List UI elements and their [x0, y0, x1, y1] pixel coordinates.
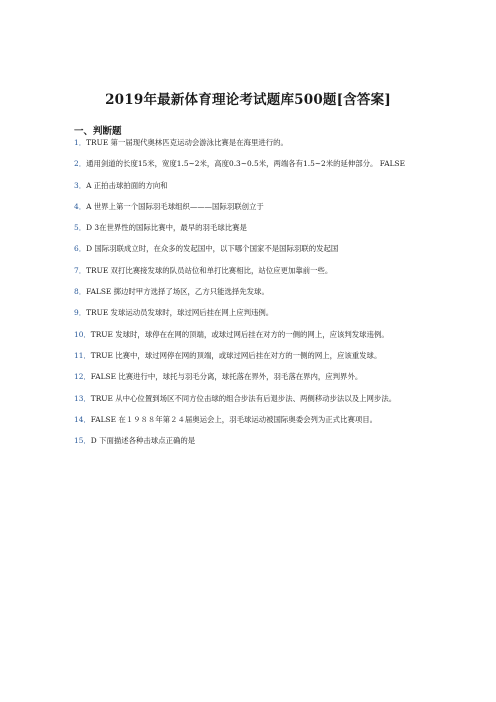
question-text: TRUE 从中心位置到场区不同方位击球的组合步法有后退步法、两侧移动步法以及上网步法。 [90, 393, 397, 403]
question-text: TRUE 双打比赛接发球的队员站位和单打比赛相比，站位应更加靠前一些。 [86, 265, 333, 275]
question-text: D 下面描述各种击球点正确的是 [90, 436, 196, 446]
question-item [74, 157, 424, 171]
question-item [74, 434, 424, 448]
question-number: 5． [74, 223, 87, 233]
question-text: TRUE 第一届现代奥林匹克运动会游泳比赛是在海里进行的。 [86, 138, 288, 147]
question-number: 9． [74, 308, 87, 318]
question-text: TRUE 比赛中，球过网停在网的顶端，或球过网后挂在对方的一侧的网上，应该重发球。 [90, 350, 382, 360]
section-heading: 一、判断题 [74, 126, 122, 137]
question-number: 1． [74, 138, 87, 147]
question-number: 6． [74, 244, 87, 254]
question-number: 2． [74, 159, 87, 169]
question-number: 15． [74, 436, 91, 446]
question-item [74, 413, 424, 427]
question-number: 10． [74, 329, 91, 339]
question-number: 7． [74, 265, 87, 275]
question-item [74, 392, 424, 406]
document-title: 2019年最新体育理论考试题库500题[含答案] [105, 92, 391, 108]
question-text: A 正拍击球拍面的方向和 [86, 180, 168, 190]
question-text: D 国际羽联成立时，在众多的发起国中，以下哪个国家不是国际羽联的发起国 [86, 244, 339, 254]
question-number: 8． [74, 287, 87, 297]
question-number: 13． [74, 393, 91, 403]
question-text: FALSE 比赛进行中，球托与羽毛分离，球托落在界外，羽毛落在界内，应判界外。 [90, 372, 363, 382]
question-item [74, 200, 424, 214]
question-item [74, 285, 424, 299]
question-text: TRUE 发球运动员发球时，球过网后挂在网上应判违例。 [86, 308, 274, 318]
question-text: D 3在世界性的国际比赛中，最早的羽毛球比赛是 [86, 223, 247, 233]
question-item [74, 179, 424, 193]
question-item [74, 349, 424, 363]
question-text: FALSE 掷边时甲方选择了场区，乙方只能选择先发球。 [86, 287, 269, 297]
question-number: 4． [74, 201, 87, 211]
question-text: 通用剑道的长度15米，宽度1.5~2米，高度0.3~0.5米，两端各有1.5~2米的延伸部分。 FALSE [86, 159, 405, 169]
question-number: 11． [74, 350, 91, 360]
question-item [74, 221, 424, 235]
question-item [74, 370, 424, 384]
question-item [74, 136, 424, 150]
question-number: 3． [74, 180, 87, 190]
question-item [74, 242, 424, 256]
question-list [74, 136, 424, 455]
question-item [74, 264, 424, 278]
question-text: FALSE 在１９８８年第２４届奥运会上，羽毛球运动被国际奥委会列为正式比赛项目。 [90, 414, 378, 424]
question-number: 12． [74, 372, 91, 382]
question-item [74, 328, 424, 342]
question-text: TRUE 发球时，球停在在网的顶端，或球过网后挂在对方的一侧的网上，应该判发球违例。 [90, 329, 389, 339]
question-number: 14． [74, 414, 91, 424]
question-text: A 世界上第一个国际羽毛球组织———国际羽联创立于 [86, 201, 264, 211]
question-item [74, 306, 424, 320]
